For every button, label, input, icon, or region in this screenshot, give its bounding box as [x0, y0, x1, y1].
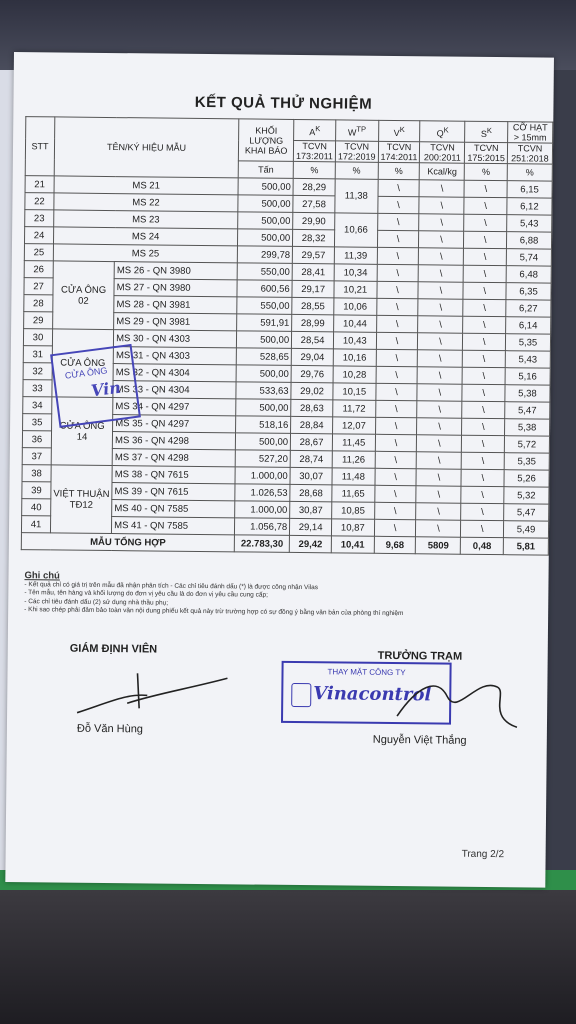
cell-q: \ [417, 452, 462, 469]
note-line: - Khi sao chép phải đảm bảo toàn văn nội dung phiếu kết quả này trừ trường hợp có sự đồng ý bằng văn bản của phòng thí nghiệm [24, 606, 404, 618]
cell-name: MS 22 [54, 193, 238, 212]
cell-s: \ [463, 299, 506, 316]
cell-q: \ [416, 469, 461, 486]
cell-c: 6,12 [507, 198, 552, 215]
cell-name: MS 41 - QN 7585 [112, 517, 235, 535]
note-line: - Tên mẫu, tên hàng và khối lượng do đơn vị yêu cầu là do đơn vị yêu cầu cung cấp; [24, 589, 268, 599]
header-qk: $Q^K$ [420, 121, 465, 142]
cell-v: \ [376, 315, 418, 332]
cell-name: MS 38 - QN 7615 [112, 466, 235, 484]
std-a: TCVN 173:2011 [294, 140, 336, 161]
header-ak: $A^K$ [294, 119, 336, 140]
document-title: KẾT QUẢ THỬ NGHIỆM [194, 93, 373, 113]
unit-s: % [465, 163, 508, 180]
cell-s: \ [464, 214, 507, 231]
cell-mass: 533,63 [236, 382, 291, 400]
unit-c: % [507, 164, 552, 181]
results-table [21, 116, 554, 556]
cell-q: \ [419, 231, 464, 248]
total-mass: 22.783,30 [234, 535, 289, 553]
cell-mass: 1.026,53 [235, 484, 290, 502]
cell-v: \ [374, 485, 416, 502]
cell-a: 29,90 [293, 212, 335, 229]
cell-w: 10,85 [332, 502, 375, 519]
cell-s: \ [464, 180, 507, 197]
cell-w: 10,66 [335, 213, 378, 247]
cell-stt: 38 [22, 465, 51, 482]
cell-q: \ [419, 265, 464, 282]
cell-q: \ [418, 282, 463, 299]
std-c: TCVN 251:2018 [507, 143, 552, 164]
cell-v: \ [376, 349, 418, 366]
page-number: Trang 2/2 [461, 848, 505, 861]
cell-v: \ [375, 383, 417, 400]
cell-name: MS 35 - QN 4297 [113, 415, 236, 433]
total-v: 9,68 [374, 536, 416, 553]
cell-q: \ [416, 520, 461, 537]
cell-c: 6,48 [506, 266, 551, 283]
cell-s: \ [462, 367, 505, 384]
cell-stt: 41 [21, 516, 50, 533]
cell-s: \ [464, 248, 507, 265]
cell-v: \ [377, 247, 419, 264]
cell-s: \ [463, 350, 506, 367]
cell-c: 6,27 [506, 300, 551, 317]
cell-q: \ [418, 367, 463, 384]
cell-v: \ [377, 264, 419, 281]
cell-mass: 1.000,00 [235, 467, 290, 485]
station-head-name: Nguyễn Việt Thắng [372, 733, 467, 747]
group-label: CỬA ÔNG [52, 329, 114, 398]
unit-q: Kcal/kg [420, 163, 465, 180]
cell-c: 5,47 [504, 504, 549, 521]
cell-w: 11,65 [332, 485, 375, 502]
cell-name: MS 26 - QN 3980 [114, 262, 237, 280]
cell-name: MS 27 - QN 3980 [114, 279, 237, 297]
cell-name: MS 30 - QN 4303 [114, 330, 237, 348]
cell-name: MS 25 [53, 244, 237, 263]
cell-s: \ [461, 520, 504, 537]
cell-c: 6,88 [506, 232, 551, 249]
cell-mass: 550,00 [237, 263, 292, 281]
cell-a: 28,29 [293, 178, 335, 195]
cell-a: 28,41 [292, 263, 334, 280]
cell-v: \ [378, 179, 420, 196]
small-stamp: CỬA ÔNG Vin [50, 344, 141, 428]
cell-name: MS 24 [53, 227, 237, 246]
group-label: CỬA ÔNG 14 [51, 397, 113, 466]
cell-s: \ [464, 231, 507, 248]
cell-w: 10,87 [331, 519, 374, 536]
cell-stt: 31 [23, 346, 52, 363]
cell-v: \ [375, 400, 417, 417]
cell-w: 12,07 [333, 417, 376, 434]
cell-stt: 22 [25, 193, 54, 210]
cell-stt: 24 [24, 227, 53, 244]
cell-mass: 1.000,00 [235, 501, 290, 519]
cell-stt: 39 [22, 482, 51, 499]
cell-v: \ [375, 434, 417, 451]
note-line: - Các chỉ tiêu đánh dấu (2) sử dụng nhà thầu phụ; [24, 597, 169, 607]
cell-c: 6,35 [506, 283, 551, 300]
cell-c: 5,32 [504, 487, 549, 504]
cell-s: \ [462, 384, 505, 401]
cell-s: \ [464, 197, 507, 214]
cell-name: MS 29 - QN 3981 [114, 313, 237, 331]
cell-stt: 21 [25, 176, 54, 193]
cell-mass: 550,00 [237, 297, 292, 315]
unit-mass: Tấn [238, 161, 293, 179]
cell-c: 5,49 [503, 521, 548, 538]
cell-s: \ [463, 282, 506, 299]
cell-stt: 23 [25, 210, 54, 227]
group-label: CỬA ÔNG 02 [53, 261, 115, 330]
cell-mass: 518,16 [236, 416, 291, 434]
cell-c: 6,15 [507, 181, 552, 198]
total-s: 0,48 [461, 537, 504, 554]
cell-a: 28,55 [292, 297, 334, 314]
cell-v: \ [375, 468, 417, 485]
cell-c: 5,47 [505, 402, 550, 419]
cell-a: 28,99 [292, 314, 334, 331]
cell-a: 29,14 [290, 518, 332, 535]
cell-v: \ [375, 417, 417, 434]
cell-mass: 527,20 [235, 450, 290, 468]
cell-w: 10,06 [334, 298, 377, 315]
cell-a: 29,17 [292, 280, 334, 297]
inspector-title: GIÁM ĐỊNH VIÊN [69, 642, 158, 656]
cell-q: \ [418, 333, 463, 350]
cell-mass: 500,00 [236, 399, 291, 417]
cell-stt: 37 [22, 448, 51, 465]
cell-stt: 27 [24, 278, 53, 295]
cell-q: \ [419, 180, 464, 197]
cell-s: \ [463, 333, 506, 350]
station-head-title: TRƯỞNG TRẠM [377, 649, 463, 663]
header-co-hat: CỠ HẠT > 15mm [508, 122, 553, 143]
cell-v: \ [377, 213, 419, 230]
cell-mass: 591,91 [237, 314, 292, 332]
cell-c: 5,43 [505, 351, 550, 368]
cell-q: \ [419, 197, 464, 214]
cell-name: MS 37 - QN 4298 [112, 449, 235, 467]
cell-a: 30,07 [290, 467, 332, 484]
cell-w: 10,21 [334, 281, 377, 298]
cell-mass: 299,78 [237, 246, 292, 264]
cell-mass: 500,00 [238, 195, 293, 213]
cell-c: 5,38 [505, 385, 550, 402]
cell-c: 5,74 [506, 249, 551, 266]
cell-c: 5,38 [505, 419, 550, 436]
cell-s: \ [461, 486, 504, 503]
cell-name: MS 40 - QN 7585 [112, 500, 235, 518]
cell-v: \ [375, 451, 417, 468]
cell-q: \ [418, 299, 463, 316]
cell-stt: 36 [22, 431, 51, 448]
cell-name: MS 21 [54, 176, 238, 195]
total-label: MẪU TỔNG HỢP [21, 533, 234, 552]
cell-name: MS 28 - QN 3981 [114, 296, 237, 314]
document-page [5, 52, 554, 888]
cell-q: \ [417, 435, 462, 452]
total-c: 5,81 [503, 538, 548, 555]
cell-s: \ [461, 503, 504, 520]
stamp-top-text: THAY MẶT CÔNG TY [327, 667, 406, 678]
cell-stt: 28 [24, 295, 53, 312]
cell-q: \ [418, 350, 463, 367]
cell-w: 10,43 [333, 332, 376, 349]
cell-q: \ [417, 401, 462, 418]
cell-q: \ [419, 214, 464, 231]
cell-w: 10,44 [334, 315, 377, 332]
cell-q: \ [417, 384, 462, 401]
cell-name: MS 39 - QN 7615 [112, 483, 235, 501]
total-q: 5809 [416, 537, 461, 554]
header-wtp: $W^{TP}$ [336, 120, 379, 141]
cell-stt: 34 [23, 397, 52, 414]
inspector-signature [67, 663, 238, 725]
cell-s: \ [462, 452, 505, 469]
cell-name: MS 34 - QN 4297 [113, 398, 236, 416]
cell-q: \ [418, 316, 463, 333]
unit-w: % [335, 162, 378, 179]
cell-a: 30,87 [290, 501, 332, 518]
cell-stt: 35 [23, 414, 52, 431]
cell-s: \ [463, 316, 506, 333]
cell-stt: 25 [24, 244, 53, 261]
cell-v: \ [377, 230, 419, 247]
inspector-name: Đỗ Văn Hùng [76, 722, 144, 736]
cell-a: 29,57 [292, 246, 334, 263]
cell-mass: 500,00 [238, 178, 293, 196]
std-q: TCVN 200:2011 [420, 142, 465, 163]
header-stt: STT [25, 117, 55, 176]
cell-v: \ [377, 196, 419, 213]
cell-a: 27,58 [293, 195, 335, 212]
std-w: TCVN 172:2019 [335, 141, 378, 162]
cell-w: 11,26 [332, 451, 375, 468]
cell-v: \ [377, 281, 419, 298]
cell-mass: 500,00 [236, 365, 291, 383]
cell-a: 28,63 [291, 399, 333, 416]
notes-section [24, 572, 404, 618]
total-a: 29,42 [289, 535, 331, 552]
cell-v: \ [374, 502, 416, 519]
std-v: TCVN 174:2011 [378, 141, 420, 162]
std-s: TCVN 175:2015 [465, 142, 508, 163]
cell-q: \ [416, 503, 461, 520]
cell-stt: 30 [23, 329, 52, 346]
cell-w: 11,39 [334, 247, 377, 264]
cell-stt: 29 [24, 312, 53, 329]
cell-w: 11,72 [333, 400, 376, 417]
cell-c: 5,35 [504, 453, 549, 470]
cell-mass: 600,56 [237, 280, 292, 298]
total-w: 10,41 [331, 536, 374, 553]
cell-stt: 26 [24, 261, 53, 278]
cell-a: 28,54 [292, 331, 334, 348]
cell-q: \ [416, 486, 461, 503]
cell-w: 10,34 [334, 264, 377, 281]
cell-mass: 500,00 [236, 433, 291, 451]
cell-mass: 500,00 [238, 212, 293, 230]
cell-name: MS 33 - QN 4304 [113, 381, 236, 399]
cell-c: 5,35 [505, 334, 550, 351]
cell-q: \ [419, 248, 464, 265]
cell-v: \ [376, 332, 418, 349]
cell-name: MS 31 - QN 4303 [113, 347, 236, 365]
cell-s: \ [462, 401, 505, 418]
cell-stt: 33 [23, 380, 52, 397]
note-line: - Kết quả chỉ có giá trị trên mẫu đã nhận phân tích - Các chỉ tiêu đánh dấu (*) là được công nhận Vilas [24, 580, 319, 591]
background-bottom [0, 890, 576, 1024]
header-sample-name: TÊN/KÝ HIỆU MẪU [54, 117, 239, 178]
cell-s: \ [461, 469, 504, 486]
cell-mass: 1.056,78 [235, 518, 290, 536]
cell-a: 28,32 [293, 229, 335, 246]
cell-a: 29,02 [291, 382, 333, 399]
cell-c: 5,43 [507, 215, 552, 232]
cell-mass: 500,00 [238, 229, 293, 247]
cell-mass: 528,65 [236, 348, 291, 366]
cell-name: MS 32 - QN 4304 [113, 364, 236, 382]
cell-mass: 500,00 [237, 331, 292, 349]
header-sk: $S^K$ [465, 121, 508, 142]
cell-q: \ [417, 418, 462, 435]
cell-s: \ [462, 435, 505, 452]
cell-c: 5,72 [504, 436, 549, 453]
stamp-brand: Vinacontrol [313, 683, 432, 706]
cell-w: 10,16 [333, 349, 376, 366]
cell-w: 10,15 [333, 383, 376, 400]
cell-a: 28,84 [291, 416, 333, 433]
cell-w: 11,38 [335, 179, 378, 213]
cell-v: \ [376, 366, 418, 383]
cell-a: 29,76 [291, 365, 333, 382]
cell-w: 11,45 [332, 434, 375, 451]
cell-a: 29,04 [291, 348, 333, 365]
cell-s: \ [464, 265, 507, 282]
header-mass: KHỐI LƯỢNG KHAI BÁO [239, 119, 294, 162]
cell-c: 5,26 [504, 470, 549, 487]
cell-name: MS 23 [54, 210, 238, 229]
cell-a: 28,68 [290, 484, 332, 501]
header-vk: $V^K$ [378, 120, 420, 141]
scales-emblem-icon [291, 683, 311, 707]
cell-name: MS 36 - QN 4298 [112, 432, 235, 450]
cell-s: \ [462, 418, 505, 435]
cell-c: 5,16 [505, 368, 550, 385]
cell-w: 11,48 [332, 468, 375, 485]
unit-a: % [293, 161, 335, 178]
station-head-signature [387, 656, 528, 737]
group-label: VIỆT THUẬN TĐ12 [50, 465, 112, 534]
cell-v: \ [374, 519, 416, 536]
notes-heading: Ghi chú [24, 570, 60, 582]
cell-a: 28,74 [290, 450, 332, 467]
cell-stt: 40 [22, 499, 51, 516]
cell-w: 10,28 [333, 366, 376, 383]
cell-v: \ [376, 298, 418, 315]
cell-c: 6,14 [506, 317, 551, 334]
cell-stt: 32 [23, 363, 52, 380]
unit-v: % [378, 162, 420, 179]
cell-a: 28,67 [290, 433, 332, 450]
